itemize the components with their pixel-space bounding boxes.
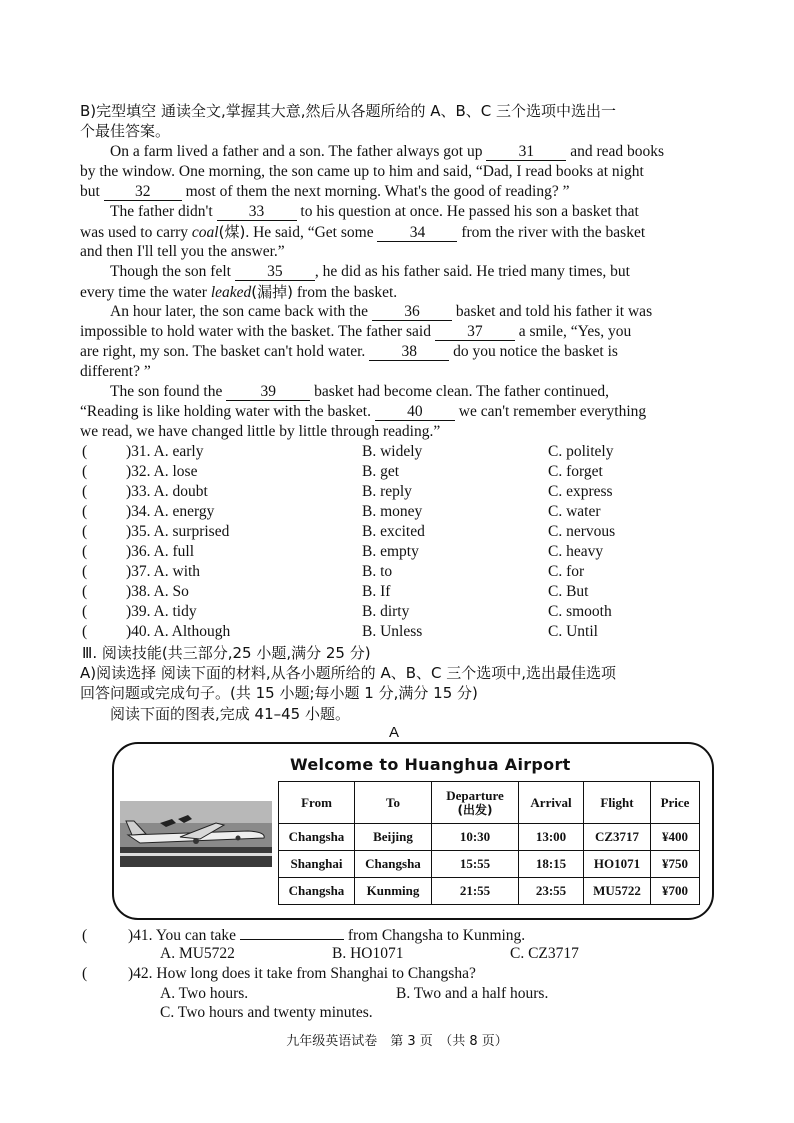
question-41-stem (128, 926, 525, 946)
passage-line (110, 142, 664, 162)
table-cell: 23:55 (519, 878, 584, 905)
flight-table (278, 781, 700, 905)
table-header-row (279, 782, 700, 824)
question-option-a: A. MU5722 (160, 945, 235, 962)
passage-gloss: (漏掉) (251, 283, 293, 301)
cloze-instruction-text: 通读全文,掌握其大意,然后从各题所给的 A、B、C 三个选项中选出一 (160, 102, 617, 120)
passage-text: impossible to hold water with the basket. The father said (80, 323, 431, 340)
table-cell: 15:55 (432, 851, 519, 878)
blank-41 (240, 939, 344, 940)
table-row (279, 824, 700, 851)
question-42-stem: )42. How long does it take from Shanghai to Changsha? (128, 965, 476, 982)
passage-text: was used to carry (80, 224, 189, 241)
answer-paren[interactable]: ( (82, 463, 88, 480)
question-option-a: )38. A. So (126, 583, 189, 600)
passage-text: are right, my son. The basket can't hold water. (80, 343, 366, 360)
question-option-b: B. reply (362, 483, 412, 500)
question-option-a: )37. A. with (126, 563, 201, 580)
question-option-a: )31. A. early (126, 443, 204, 460)
airplane-photo (120, 801, 272, 867)
blank-37: 37 (435, 323, 515, 341)
passage-line (80, 402, 646, 422)
passage-line (80, 282, 397, 303)
blank-38: 38 (369, 343, 449, 361)
answer-paren[interactable]: ( (82, 543, 88, 560)
passage-line (80, 322, 631, 342)
answer-paren[interactable]: ( (82, 503, 88, 520)
passage-line: and then I'll tell you the answer.” (80, 243, 285, 260)
passage-text: The son found the (110, 383, 223, 400)
column-header: Flight (584, 782, 651, 824)
passage-text: do you notice the basket is (453, 343, 618, 360)
passage-italic-word: leaked (210, 284, 252, 301)
table-cell: Changsha (279, 824, 355, 851)
question-option-c: C. politely (548, 443, 614, 460)
airplane-icon (120, 801, 272, 867)
column-header: Departure (446, 787, 504, 803)
cloze-heading: B)完型填空 (80, 102, 157, 120)
answer-paren[interactable]: ( (82, 965, 88, 982)
table-cell: 10:30 (432, 824, 519, 851)
question-text: from Changsha to Kunming. (347, 927, 526, 944)
question-option-c: C. water (548, 503, 601, 520)
question-text: )41. You can take (128, 927, 237, 944)
column-header: To (355, 782, 432, 824)
passage-text: but (80, 183, 100, 200)
answer-paren[interactable]: ( (82, 623, 88, 640)
passage-text: basket had become clean. The father continued, (314, 383, 610, 400)
answer-paren[interactable]: ( (82, 443, 88, 460)
passage-text: , he did as his father said. He tried many times, but (314, 263, 630, 280)
table-cell: 13:00 (519, 824, 584, 851)
table-cell: Beijing (355, 824, 432, 851)
answer-paren[interactable]: ( (82, 603, 88, 620)
table-cell: 21:55 (432, 878, 519, 905)
reading-instruction-text: 阅读下面的材料,从各小题所给的 A、B、C 三个选项中,选出最佳选项 (160, 664, 617, 682)
table-cell: 18:15 (519, 851, 584, 878)
question-option-a: )39. A. tidy (126, 603, 197, 620)
passage-gloss: (煤) (218, 223, 246, 241)
table-cell: ¥700 (651, 878, 700, 905)
passage-line (110, 382, 609, 402)
question-option-b: B. If (362, 583, 391, 600)
question-option-b: B. widely (362, 443, 423, 460)
passage-text: most of them the next morning. What's the good of reading? ” (185, 183, 570, 200)
question-option-a: )40. A. Although (126, 623, 231, 640)
material-label: A (389, 724, 400, 741)
column-header: From (279, 782, 355, 824)
passage-text: An hour later, the son came back with the (110, 303, 369, 320)
column-header: Arrival (519, 782, 584, 824)
passage-text: and read books (570, 143, 665, 160)
answer-paren[interactable]: ( (82, 583, 88, 600)
passage-text: from the river with the basket (461, 224, 646, 241)
question-option-c: C. smooth (548, 603, 612, 620)
question-option-a: )34. A. energy (126, 503, 215, 520)
question-option-a: )36. A. full (126, 543, 195, 560)
passage-italic-word: coal (191, 224, 219, 241)
cloze-instruction-line-1 (80, 101, 616, 121)
passage-text: basket and told his father it was (455, 303, 653, 320)
page-footer: 九年级英语试卷 第 3 页 （共 8 页） (286, 1034, 508, 1049)
passage-text: The father didn't (110, 203, 213, 220)
blank-33: 33 (217, 203, 297, 221)
passage-text: to his question at once. He passed his son a basket that (300, 203, 639, 220)
reading-instruction-line-1 (80, 663, 616, 683)
question-option-b: B. to (362, 563, 393, 580)
passage-text: . He said, “Get some (245, 224, 374, 241)
blank-32: 32 (104, 183, 182, 201)
question-option-c: C. Until (548, 623, 598, 640)
passage-line: different? ” (80, 363, 151, 380)
table-cell: MU5722 (584, 878, 651, 905)
blank-40: 40 (375, 403, 455, 421)
table-cell: Changsha (355, 851, 432, 878)
column-header-gloss: (出发) (457, 802, 493, 817)
sub-instruction: 阅读下面的图表,完成 41–45 小题。 (110, 705, 350, 723)
blank-36: 36 (372, 303, 452, 321)
blank-35: 35 (235, 263, 315, 281)
passage-line: by the window. One morning, the son came up to him and said, “Dad, I read books at night (80, 163, 644, 180)
question-option-b: B. get (362, 463, 400, 480)
question-option-b: B. Unless (362, 623, 423, 640)
blank-31: 31 (486, 143, 566, 161)
question-option-b: B. money (362, 503, 423, 520)
column-header-departure (432, 782, 519, 824)
table-cell: ¥400 (651, 824, 700, 851)
question-option-a: )35. A. surprised (126, 523, 230, 540)
passage-text: we can't remember everything (458, 403, 647, 420)
question-option-b: B. empty (362, 543, 419, 560)
table-cell: Shanghai (279, 851, 355, 878)
passage-line (80, 182, 569, 202)
question-option-b: B. dirty (362, 603, 410, 620)
section-3-heading: Ⅲ. 阅读技能(共三部分,25 小题,满分 25 分) (82, 644, 371, 662)
passage-line: we read, we have changed little by little through reading.” (80, 423, 441, 440)
passage-text: every time the water (80, 284, 207, 301)
question-option-c: C. for (548, 563, 585, 580)
passage-text: “Reading is like holding water with the basket. (80, 403, 371, 420)
passage-line (80, 222, 645, 243)
table-cell: ¥750 (651, 851, 700, 878)
cloze-instruction-line-2: 个最佳答案。 (80, 122, 171, 140)
answer-paren[interactable]: ( (82, 483, 88, 500)
passage-text: On a farm lived a father and a son. The father always got up (110, 143, 483, 160)
question-option-a: )32. A. lose (126, 463, 198, 480)
question-option-b: B. HO1071 (332, 945, 404, 962)
question-option-c: C. heavy (548, 543, 604, 560)
passage-text: a smile, “Yes, you (518, 323, 632, 340)
question-option-c: C. forget (548, 463, 603, 480)
question-option-b: B. excited (362, 523, 425, 540)
question-option-a: )33. A. doubt (126, 483, 208, 500)
passage-text: Though the son felt (110, 263, 231, 280)
airport-title: Welcome to Huanghua Airport (290, 755, 571, 774)
passage-line (110, 202, 639, 222)
table-cell: CZ3717 (584, 824, 651, 851)
question-option-c: C. Two hours and twenty minutes. (160, 1004, 373, 1021)
answer-paren[interactable]: ( (82, 523, 88, 540)
passage-line (110, 302, 652, 322)
passage-line (80, 342, 618, 362)
answer-paren[interactable]: ( (82, 927, 88, 944)
answer-paren[interactable]: ( (82, 563, 88, 580)
table-cell: Kunming (355, 878, 432, 905)
question-option-a: A. Two hours. (160, 985, 249, 1002)
passage-line (110, 262, 630, 282)
column-header: Price (651, 782, 700, 824)
question-option-c: C. express (548, 483, 613, 500)
question-option-c: C. nervous (548, 523, 616, 540)
blank-34: 34 (377, 224, 457, 242)
table-row (279, 851, 700, 878)
table-cell: HO1071 (584, 851, 651, 878)
passage-text: from the basket. (296, 284, 398, 301)
question-option-b: B. Two and a half hours. (396, 985, 549, 1002)
table-row (279, 878, 700, 905)
question-option-c: C. CZ3717 (510, 945, 579, 962)
reading-heading: A)阅读选择 (80, 664, 157, 682)
blank-39: 39 (226, 383, 310, 401)
reading-instruction-line-2: 回答问题或完成句子。(共 15 小题;每小题 1 分,满分 15 分) (80, 684, 478, 702)
question-option-c: C. But (548, 583, 589, 600)
table-cell: Changsha (279, 878, 355, 905)
